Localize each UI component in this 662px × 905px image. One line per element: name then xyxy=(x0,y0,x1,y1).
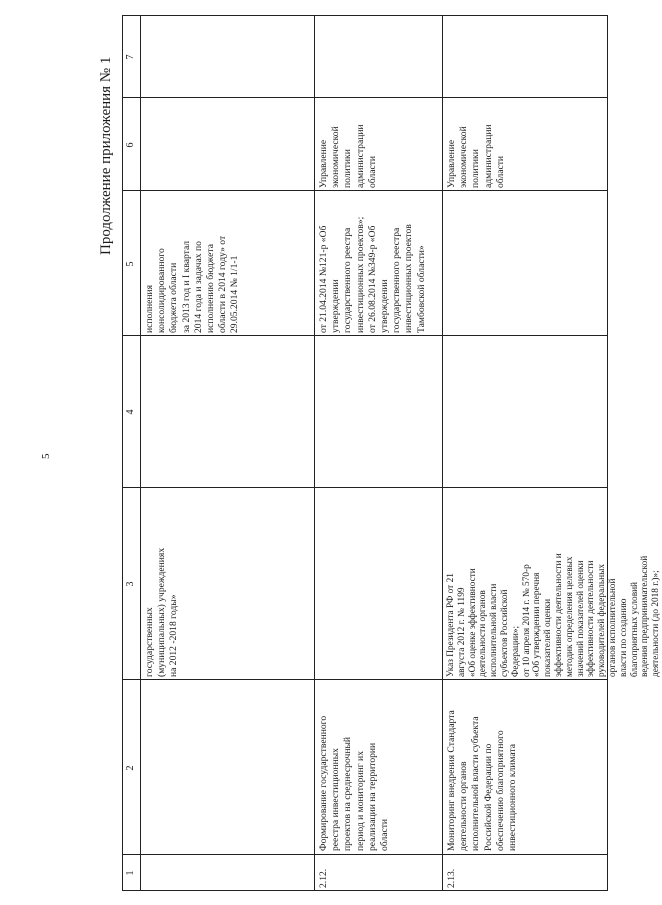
column-header: 2 xyxy=(125,765,136,771)
page-number: 5 xyxy=(40,453,52,459)
column-rule xyxy=(122,854,607,855)
table-border-bottom xyxy=(607,15,608,891)
column-rule xyxy=(122,487,607,488)
row-3-responsible: Управление экономической политики администрации области xyxy=(446,124,506,188)
row-2-col5: от 21.04.2014 №121-р «Об утверждении государственного реестра инвестиционных проектов»; от 26.08.2014 №349-р «Об утверждении государственного реестра инвестиционных проектов Тамбовской области» xyxy=(318,216,427,333)
header-rule xyxy=(140,15,141,891)
column-rule xyxy=(122,97,607,98)
row-2-number: 2.12. xyxy=(318,868,329,888)
column-rule xyxy=(122,335,607,336)
column-header: 7 xyxy=(125,54,136,60)
table-border-top xyxy=(122,15,123,891)
row-1-basis: государственных (муниципальных) учреждениях на 2012 -2018 годы» xyxy=(144,547,180,677)
column-rule xyxy=(122,679,607,680)
row-rule xyxy=(442,15,443,891)
table-border-right xyxy=(122,15,607,16)
column-header: 4 xyxy=(125,409,136,415)
column-header: 5 xyxy=(125,261,136,267)
row-3-name: Мониторинг внедрения Стандарта деятельности органов исполнительной власти субъекта Российской Федерации по обеспечению благоприятного инвестиционного климата xyxy=(446,710,519,851)
row-rule xyxy=(314,15,315,891)
column-header: 6 xyxy=(125,142,136,148)
column-header: 1 xyxy=(125,870,136,876)
continuation-label: Продолжение приложения № 1 xyxy=(98,56,114,255)
row-3-number: 2.13. xyxy=(446,868,457,888)
row-3-basis: Указ Президента РФ от 21 августа 2012 г. № 1199 «Об оценке эффективности деятельности органов исполнительной власти субъектов Российской Федерации»; от 10 апреля 2014 г. № 570-р «Об утверждении перечня показателей оценки эффективности деятельности и методик определения целевых значений показателей оценки эффективности деятельности руководителей федеральных органов исполнительной власти по созданию благоприятных условий ведения предпринимательской деятельности (до 2018 г.)»; xyxy=(446,553,662,677)
column-header: 3 xyxy=(125,581,136,587)
row-2-name: Формирование государственного реестра инвестиционных проектов на среднесрочный период и мониторинг их реализации на территории области xyxy=(318,715,391,851)
row-1-col5: исполнения консолидированного бюджета области за 2013 год и I квартал 2014 года и задачах по исполнению бюджета области в 2014 году» от 29.05.2014 № 1/1-1 xyxy=(144,235,241,333)
row-2-responsible: Управление экономической политики администрации области xyxy=(318,124,378,188)
appendix-table xyxy=(122,15,662,891)
column-rule xyxy=(122,190,607,191)
column-rule xyxy=(122,890,607,891)
